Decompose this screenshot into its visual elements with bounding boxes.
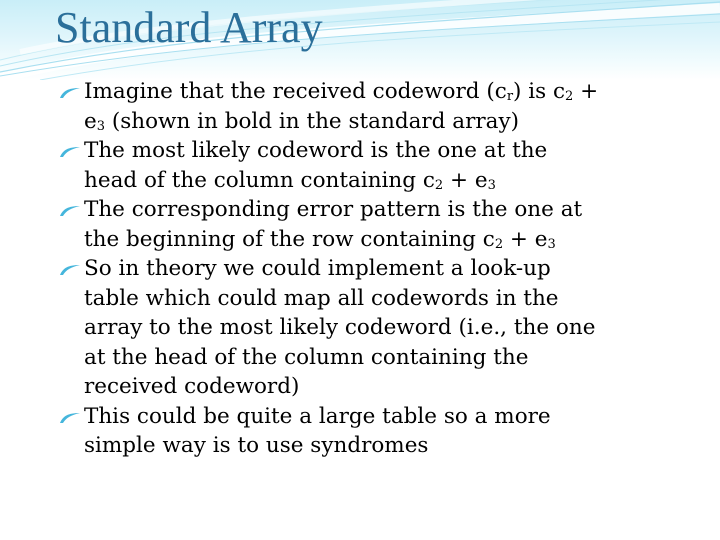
bullet-item: [58, 195, 698, 254]
header-band: [0, 0, 720, 80]
swoosh-bullet-icon: [58, 145, 82, 159]
subscript: 3: [487, 177, 496, 193]
bullet-line: Imagine that the received codeword $(c_r)$ is $c_2$ +: [84, 79, 599, 104]
swoosh-bullet-icon: [58, 204, 82, 218]
bullet-line: array to the most likely codeword (i.e., the one: [84, 315, 596, 340]
subscript: 2: [494, 236, 504, 252]
bullet-line: received codeword): [84, 374, 300, 399]
bullet-line: at the head of the column containing the: [84, 344, 529, 370]
swoosh-bullet-icon: [58, 263, 82, 277]
subscript: r: [506, 89, 514, 104]
bullet-line: head of the column containing $c_2 + e_3$: [84, 167, 496, 193]
bullet-line: This could be quite a large table so a more: [84, 403, 551, 429]
bullet-line: the beginning of the row containing $c_2 + e_3$: [84, 226, 556, 252]
subscript: 3: [96, 118, 106, 134]
slide-title: Standard Array: [55, 3, 323, 52]
swoosh-bullet-icon: [58, 411, 82, 425]
bullet-line: The corresponding error pattern is the one at: [84, 197, 583, 222]
bullet-line: The most likely codeword is the one at the: [84, 138, 548, 163]
bullet-item: [58, 136, 698, 195]
bullet-line: table which could map all codewords in the: [84, 285, 559, 311]
bullet-line: simple way is to use syndromes: [84, 433, 429, 458]
swoosh-bullet-icon: [58, 86, 82, 100]
subscript: 3: [547, 236, 556, 252]
bullet-line: So in theory we could implement a look-up: [84, 256, 551, 281]
subscript: 2: [434, 177, 444, 193]
bullet-item: [58, 402, 698, 461]
bullet-list: [58, 77, 698, 461]
bullet-item: [58, 77, 698, 136]
bullet-item: [58, 254, 698, 402]
bullet-line: $e_3$ (shown in bold in the standard array): [84, 108, 520, 134]
subscript: 2: [565, 89, 574, 104]
